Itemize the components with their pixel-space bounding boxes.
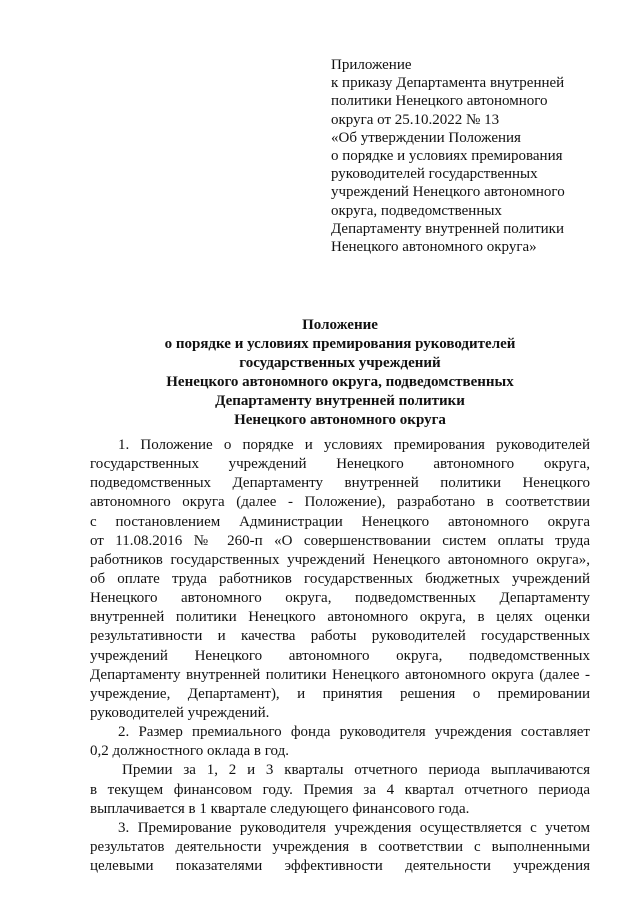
appendix-line: о порядке и условиях премирования	[331, 147, 563, 164]
appendix-line: руководителей государственных	[331, 166, 538, 183]
paragraph-1-line: от 11.08.2016 № 260-п «О совершенствовании систем оплаты труда	[90, 532, 590, 549]
paragraph-1-line: Ненецкого автономного округа, подведомственных Департаменту	[90, 590, 590, 607]
appendix-line: «Об утверждении Положения	[331, 129, 521, 146]
appendix-line: округа, подведомственных	[331, 202, 502, 219]
appendix-line: политики Ненецкого автономного	[331, 93, 548, 110]
paragraph-1-line: внутренней политики Ненецкого автономного округа, в целях оценки	[90, 609, 590, 626]
paragraph-3-line: целевыми показателями эффективности деятельности учреждения	[90, 858, 590, 875]
appendix-line: к приказу Департамента внутренней	[331, 75, 565, 92]
paragraph-2-line: 0,2 должностного оклада в год.	[90, 743, 289, 760]
title-line: Департаменту внутренней политики	[215, 393, 465, 410]
paragraph-2b-line: Премии за 1, 2 и 3 кварталы отчетного периода выплачиваются	[122, 762, 590, 779]
paragraph-1-line: руководителей учреждений.	[90, 704, 270, 721]
appendix-line: Приложение	[331, 57, 412, 73]
paragraph-1-line: учреждений Ненецкого автономного округа, подведомственных	[90, 647, 590, 664]
appendix-line: округа от 25.10.2022 № 13	[331, 111, 500, 128]
document-title	[90, 316, 590, 431]
title-line: государственных учреждений	[239, 355, 441, 372]
appendix-line: учреждений Ненецкого автономного	[331, 184, 565, 201]
paragraph-2b-line: выплачивается в 1 квартале следующего финансового года.	[90, 800, 470, 817]
paragraph-3-line: 3. Премирование руководителя учреждения осуществляется с учетом	[118, 819, 590, 836]
paragraph-2b-line: в текущем финансовом году. Премия за 4 квартал отчетного периода	[90, 781, 590, 798]
paragraph-1-line: автономного округа (далее - Положение), разработано в соответствии	[90, 494, 590, 511]
title-line: о порядке и условиях премирования руководителей	[164, 336, 516, 353]
title-line: Положение	[302, 317, 378, 333]
appendix-block	[331, 56, 591, 256]
appendix-line: Ненецкого автономного округа»	[331, 238, 537, 255]
paragraph-2-line: 2. Размер премиального фонда руководителя учреждения составляет	[118, 724, 590, 741]
paragraph-1-line: подведомственных Департаменту внутренней политики Ненецкого	[90, 475, 590, 492]
paragraph-1-line: государственных учреждений Ненецкого автономного округа,	[90, 456, 590, 473]
paragraph-1-line: работников государственных учреждений Ненецкого автономного округа»,	[90, 551, 590, 568]
paragraph-1-line: учреждение, Департамент), и принятия решения о премировании	[90, 685, 590, 702]
appendix-line: Департаменту внутренней политики	[331, 220, 564, 237]
title-line: Ненецкого автономного округа	[234, 412, 446, 429]
paragraph-1-line: 1. Положение о порядке и условиях премирования руководителей	[118, 437, 590, 453]
document-body	[90, 436, 590, 876]
paragraph-3-line: результатов деятельности учреждения в соответствии с выполненными	[90, 838, 590, 855]
paragraph-1-line: с постановлением Администрации Ненецкого автономного округа	[90, 513, 590, 530]
paragraph-1-line: Департаменту внутренней политики Ненецкого автономного округа (далее -	[90, 666, 590, 683]
title-line: Ненецкого автономного округа, подведомственных	[166, 374, 514, 391]
paragraph-1-line: результативности и качества работы руководителей государственных	[90, 628, 590, 645]
paragraph-1-line: об оплате труда работников государственных бюджетных учреждений	[90, 570, 590, 587]
